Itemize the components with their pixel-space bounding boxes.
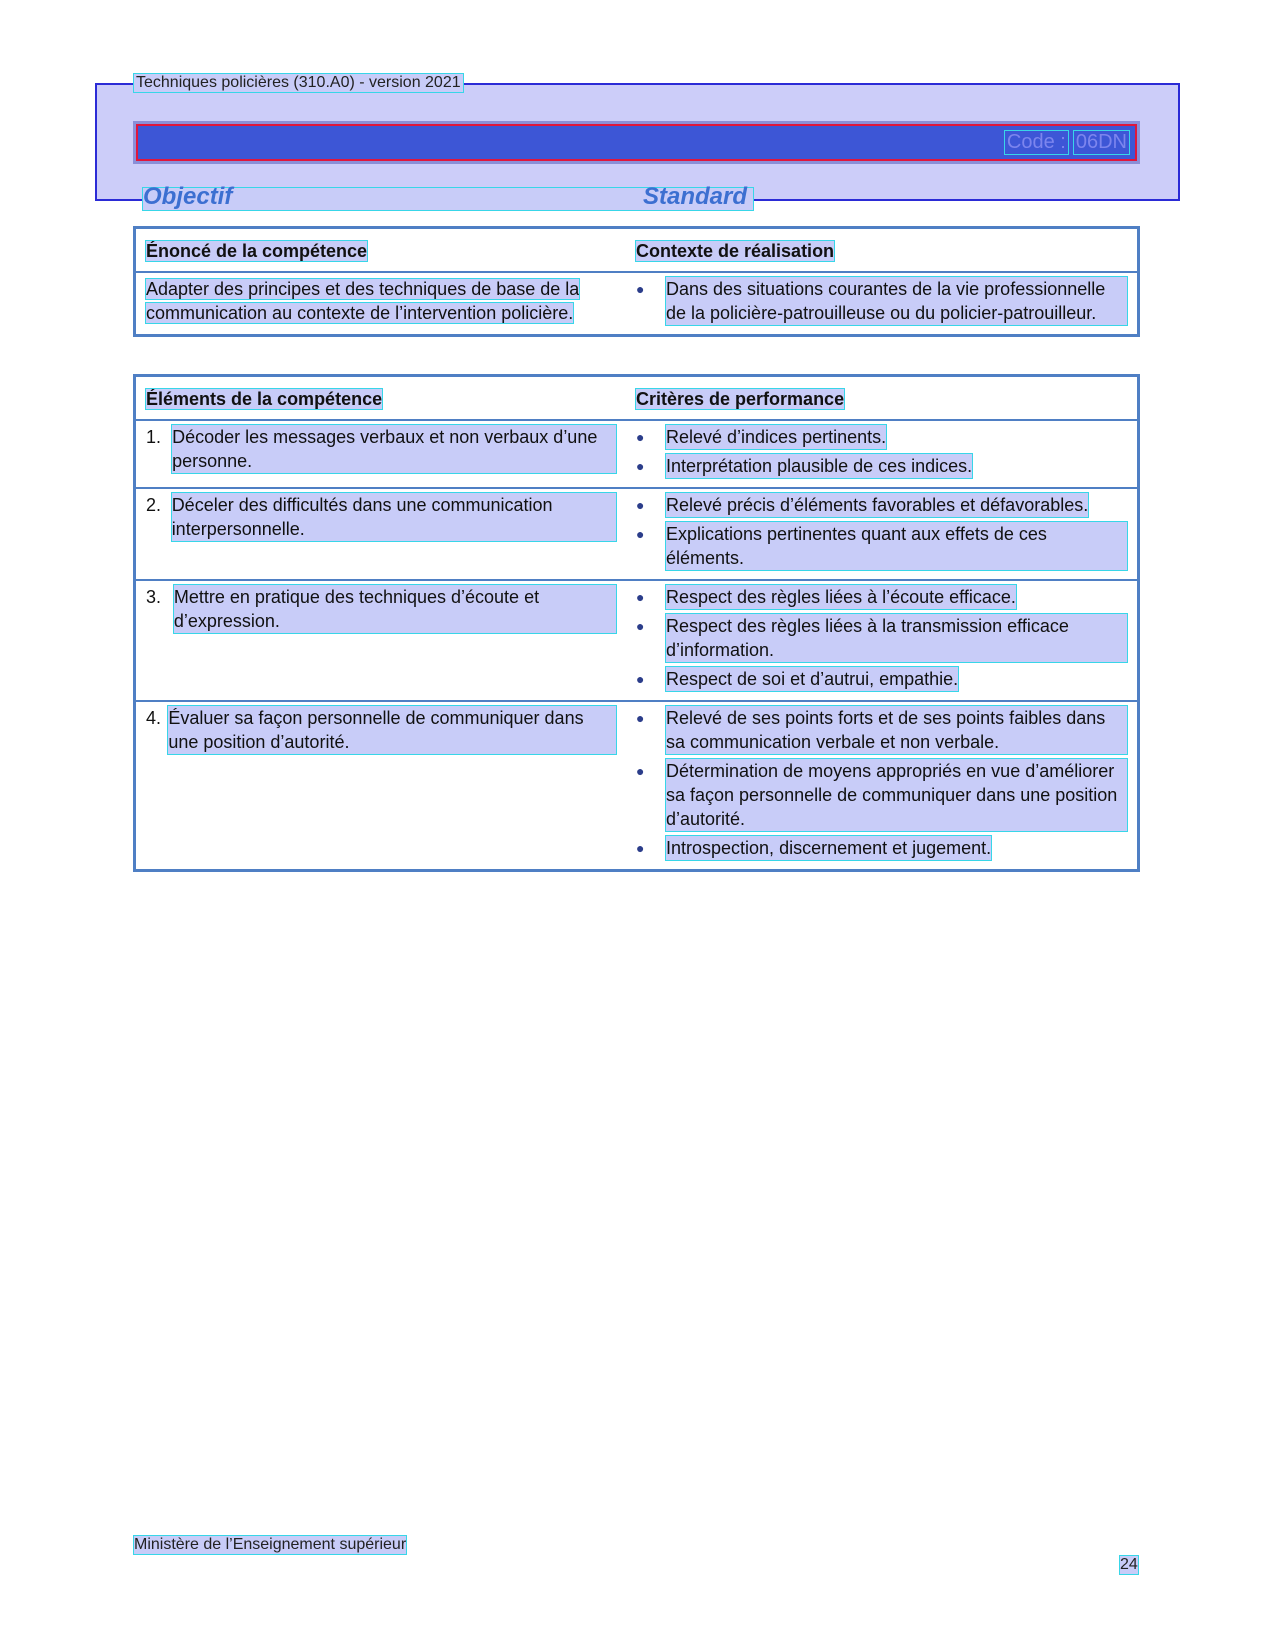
bullet-icon: ● — [636, 618, 645, 634]
bullet-icon: ● — [636, 710, 645, 726]
criterion-text: Explications pertinentes quant aux effets de ces éléments. — [666, 522, 1127, 570]
criteria-header: Critères de performance — [636, 389, 845, 409]
context-cell — [626, 272, 1139, 336]
code-value: 06DN — [1075, 131, 1127, 153]
list-item — [636, 585, 1127, 609]
footer-ministry: Ministère de l’Enseignement supérieur — [134, 1536, 407, 1553]
element-number: 2. — [146, 495, 162, 515]
table-row — [135, 701, 1139, 871]
element-number: 4. — [146, 708, 162, 728]
bullet-icon: ● — [636, 429, 645, 445]
list-item — [636, 706, 1127, 754]
criterion-text: Introspection, discernement et jugement. — [666, 838, 992, 858]
criterion-text: Respect de soi et d’autrui, empathie. — [666, 669, 959, 689]
list-item — [636, 836, 1127, 860]
competence-elements-table — [133, 374, 1140, 872]
code-bar — [133, 121, 1140, 164]
criterion-text: Interprétation plausible de ces indices. — [666, 456, 973, 476]
list-item — [636, 667, 1127, 691]
list-item — [636, 425, 1127, 449]
elements-header: Éléments de la compétence — [146, 389, 383, 409]
document-title: Techniques policières (310.A0) - version 2021 — [136, 74, 461, 91]
section-heading-objectif: Objectif — [143, 183, 233, 210]
criterion-text: Relevé d’indices pertinents. — [666, 427, 887, 447]
criteria-cell — [626, 580, 1139, 701]
criteria-cell — [626, 488, 1139, 580]
element-cell — [135, 701, 627, 871]
criteria-header-cell — [626, 376, 1139, 421]
bullet-icon: ● — [636, 497, 645, 513]
list-item — [636, 614, 1127, 662]
element-cell — [135, 580, 627, 701]
element-text: Décoder les messages verbaux et non verbaux d’une personne. — [172, 425, 616, 473]
element-cell — [135, 488, 627, 580]
context-text: Dans des situations courantes de la vie professionnelle de la policière-patrouilleuse ou du policier-patrouilleur. — [666, 277, 1127, 325]
competence-statement: Adapter des principes et des techniques de base de la communication au contexte de l’intervention policière. — [146, 279, 580, 323]
criterion-text: Respect des règles liées à l’écoute efficace. — [666, 587, 1016, 607]
element-cell — [135, 420, 627, 488]
context-list — [636, 277, 1127, 325]
element-text: Mettre en pratique des techniques d’écoute et d’expression. — [174, 585, 616, 633]
elements-header-cell — [135, 376, 627, 421]
list-item — [636, 522, 1127, 570]
criteria-cell — [626, 420, 1139, 488]
context-header-cell — [626, 228, 1139, 273]
element-number: 1. — [146, 427, 162, 447]
list-item — [636, 759, 1127, 831]
criteria-cell — [626, 701, 1139, 871]
statement-header-cell — [135, 228, 627, 273]
code-bar-inner — [136, 124, 1137, 161]
list-item — [636, 277, 1127, 325]
bullet-icon: ● — [636, 763, 645, 779]
list-item — [636, 493, 1127, 517]
element-text: Déceler des difficultés dans une communication interpersonnelle. — [172, 493, 616, 541]
bullet-icon: ● — [636, 840, 645, 856]
list-item — [636, 454, 1127, 478]
code-label: Code : — [1006, 131, 1066, 153]
bullet-icon: ● — [636, 671, 645, 687]
section-heading-standard: Standard — [643, 183, 748, 210]
criterion-text: Respect des règles liées à la transmission efficace d’information. — [666, 614, 1127, 662]
bullet-icon: ● — [636, 281, 645, 297]
criterion-text: Détermination de moyens appropriés en vue d’améliorer sa façon personnelle de communiquer dans une position d’autorité. — [666, 759, 1127, 831]
criterion-text: Relevé de ses points forts et de ses points faibles dans sa communication verbale et non verbale. — [666, 706, 1127, 754]
element-text: Évaluer sa façon personnelle de communiquer dans une position d’autorité. — [168, 706, 616, 754]
statement-header: Énoncé de la compétence — [146, 241, 368, 261]
competence-statement-table — [133, 226, 1140, 337]
statement-cell — [135, 272, 627, 336]
table-row — [135, 580, 1139, 701]
page-number: 24 — [1120, 1556, 1138, 1573]
criterion-text: Relevé précis d’éléments favorables et défavorables. — [666, 495, 1089, 515]
bullet-icon: ● — [636, 589, 645, 605]
table-row — [135, 488, 1139, 580]
bullet-icon: ● — [636, 526, 645, 542]
bullet-icon: ● — [636, 458, 645, 474]
element-number: 3. — [146, 587, 162, 607]
table-row — [135, 420, 1139, 488]
context-header: Contexte de réalisation — [636, 241, 835, 261]
